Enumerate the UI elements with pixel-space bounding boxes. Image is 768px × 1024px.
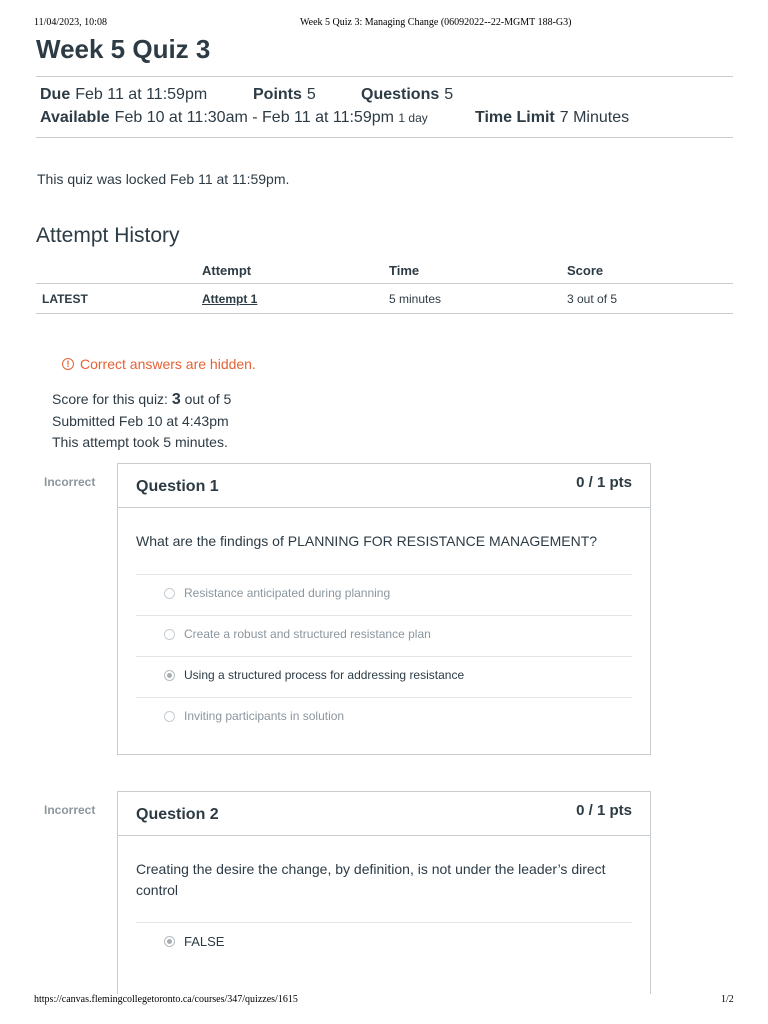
warning-icon: !: [62, 358, 74, 370]
answer-label: Create a robust and structured resistance plan: [184, 627, 431, 641]
radio-unchecked-icon[interactable]: [164, 629, 175, 640]
attempt-history-heading: Attempt History: [36, 224, 180, 247]
questions-label: Questions: [361, 86, 440, 103]
page-title: Week 5 Quiz 3: [36, 34, 211, 64]
due-label: Due: [40, 86, 71, 103]
header-divider-top: [36, 76, 733, 77]
time-limit-info: [475, 109, 629, 127]
due-value: Feb 11 at 11:59pm: [75, 86, 208, 103]
question-1-points: 0 / 1 pts: [576, 474, 632, 491]
table-row: [36, 284, 733, 314]
answer-label: Resistance anticipated during planning: [184, 586, 391, 600]
points-info: [253, 86, 316, 104]
available-duration: 1 day: [398, 111, 428, 125]
answer-option-selected[interactable]: [136, 656, 632, 698]
attempt-history-table: [36, 258, 733, 314]
answers-hidden-text: Correct answers are hidden.: [80, 356, 256, 372]
answer-option-selected[interactable]: [136, 922, 632, 964]
question-1-title: Question 1: [136, 478, 219, 495]
available-info: [40, 109, 428, 127]
column-header-time: Time: [389, 258, 567, 284]
due-info: [40, 86, 207, 104]
question-2-status: Incorrect: [44, 803, 96, 817]
time-limit-value: 7 Minutes: [559, 109, 630, 126]
radio-checked-icon[interactable]: [164, 670, 175, 681]
question-2-title: Question 2: [136, 806, 219, 823]
question-1-status: Incorrect: [44, 475, 96, 489]
available-label: Available: [40, 109, 110, 126]
score-suffix: out of 5: [184, 391, 232, 407]
radio-unchecked-icon[interactable]: [164, 711, 175, 722]
points-label: Points: [253, 86, 302, 103]
print-page-title: Week 5 Quiz 3: Managing Change (06092022--22-MGMT 188-G3): [300, 17, 572, 28]
answers-hidden-notice: [62, 356, 256, 372]
question-2-text: Creating the desire the change, by definition, is not under the leader’s direct control: [136, 861, 606, 898]
score-summary: [52, 389, 231, 454]
questions-info: [361, 86, 453, 104]
attempt-score: 3 out of 5: [567, 284, 733, 314]
points-value: 5: [306, 86, 316, 103]
table-header-row: [36, 258, 733, 284]
available-value: Feb 10 at 11:30am - Feb 11 at 11:59pm: [114, 109, 394, 126]
radio-checked-icon[interactable]: [164, 936, 175, 947]
question-1-text: What are the findings of PLANNING FOR RESISTANCE MANAGEMENT?: [136, 533, 598, 549]
questions-value: 5: [444, 86, 454, 103]
score-value: 3: [171, 391, 181, 408]
column-header-tag: [36, 258, 202, 284]
score-line: [52, 389, 231, 411]
answer-label: FALSE: [184, 934, 225, 949]
answer-option[interactable]: [136, 574, 632, 616]
locked-message: This quiz was locked Feb 11 at 11:59pm.: [37, 171, 290, 187]
submitted-time: Submitted Feb 10 at 4:43pm: [52, 412, 229, 429]
answer-option[interactable]: [136, 615, 632, 657]
column-header-attempt: Attempt: [202, 258, 389, 284]
answer-option[interactable]: [136, 697, 632, 739]
print-datetime: 11/04/2023, 10:08: [34, 17, 107, 28]
radio-unchecked-icon[interactable]: [164, 588, 175, 599]
print-url: https://canvas.flemingcollegetoronto.ca/courses/347/quizzes/1615: [34, 994, 298, 1005]
question-2-points: 0 / 1 pts: [576, 802, 632, 819]
column-header-score: Score: [567, 258, 733, 284]
question-2-header: [118, 792, 650, 836]
header-divider-bottom: [36, 137, 733, 138]
score-prefix: Score for this quiz:: [52, 391, 168, 407]
time-limit-label: Time Limit: [475, 109, 555, 126]
answer-label: Using a structured process for addressing resistance: [184, 668, 465, 682]
attempt-tag: LATEST: [36, 284, 202, 314]
answer-label: Inviting participants in solution: [184, 709, 345, 723]
attempt-time: 5 minutes: [389, 284, 567, 314]
attempt-duration: This attempt took 5 minutes.: [52, 434, 228, 450]
question-2-card: [117, 791, 651, 994]
attempt-link[interactable]: Attempt 1: [202, 291, 258, 306]
question-1-card: [117, 463, 651, 755]
print-page-number: 1/2: [721, 994, 734, 1005]
question-1-header: [118, 464, 650, 508]
